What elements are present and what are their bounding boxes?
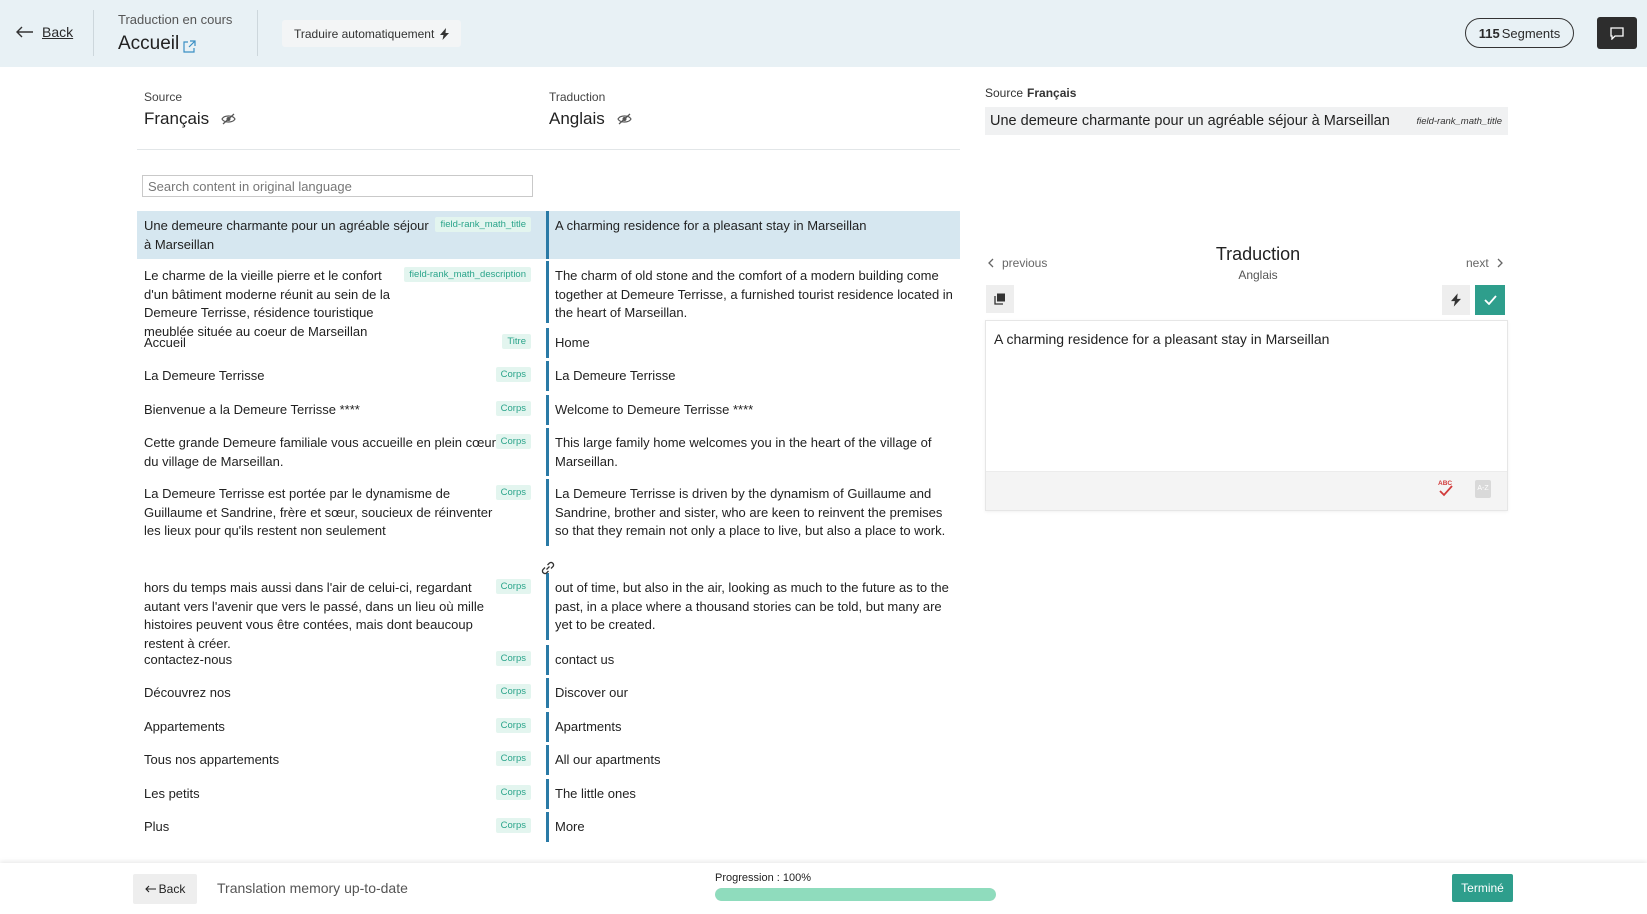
arrow-left-icon (16, 26, 34, 38)
segment-divider (546, 211, 549, 259)
segments-count: 115 (1478, 25, 1500, 41)
translation-panel-language: Anglais (1238, 268, 1278, 282)
segment-row[interactable] (137, 261, 960, 339)
segment-row[interactable] (137, 678, 960, 708)
copy-source-button[interactable] (986, 285, 1014, 313)
memory-status: Translation memory up-to-date (217, 880, 408, 896)
header-divider (137, 149, 960, 150)
side-source-text: Une demeure charmante pour un agréable séjour à Marseillan (990, 113, 1390, 129)
segment-divider (546, 361, 549, 391)
previous-button[interactable] (988, 256, 1047, 270)
segment-target-text[interactable]: Apartments (555, 719, 622, 734)
source-language: Français (144, 109, 210, 128)
chevron-left-icon (988, 258, 994, 268)
segment-source-text: Appartements (144, 719, 225, 734)
segment-row[interactable] (137, 479, 960, 546)
side-source-field: field-rank_math_title (1416, 115, 1502, 127)
segment-divider (546, 678, 549, 708)
segment-divider (546, 779, 549, 809)
segment-source-text: Plus (144, 819, 170, 834)
machine-translate-button[interactable] (1442, 285, 1470, 315)
external-link-icon[interactable] (183, 40, 196, 53)
next-button[interactable] (1466, 256, 1503, 270)
segment-field-tag: field-rank_math_title (435, 217, 531, 232)
search-input[interactable] (142, 175, 533, 197)
segment-field-tag: Corps (496, 367, 531, 382)
segment-row[interactable] (137, 745, 960, 775)
segment-source-text: Une demeure charmante pour un agréable séjour à Marseillan (144, 218, 429, 252)
side-source-box (985, 107, 1508, 135)
segment-field-tag: Corps (496, 651, 531, 666)
progress-fill (715, 888, 996, 901)
segment-divider (546, 428, 549, 476)
segment-target-text[interactable]: out of time, but also in the air, looking as much to the future as to the past, in a place where a thousand stories can be told, but many are yet to be created. (555, 580, 949, 632)
footer-bar (0, 863, 1647, 914)
segment-field-tag: Corps (496, 718, 531, 733)
glossary-icon[interactable]: A-Z (1475, 480, 1491, 498)
segment-row[interactable] (137, 712, 960, 742)
translation-panel-title: Traduction (1215, 244, 1301, 264)
source-language-header (144, 90, 236, 129)
segment-row[interactable] (137, 573, 960, 651)
target-language: Anglais (549, 109, 605, 128)
translation-editor-text[interactable]: A charming residence for a pleasant stay in Marseillan (994, 331, 1330, 347)
segment-target-text[interactable]: contact us (555, 652, 615, 667)
segment-field-tag: Corps (496, 434, 531, 449)
segment-source-text: contactez-nous (144, 652, 233, 667)
segment-row[interactable] (137, 812, 960, 842)
page-subtitle: Traduction en cours (118, 12, 233, 27)
segment-field-tag: Corps (496, 751, 531, 766)
target-label: Traduction (549, 90, 606, 104)
segment-target-text[interactable]: More (555, 819, 585, 834)
footer-back-button[interactable] (133, 874, 197, 904)
done-button[interactable]: Terminé (1452, 874, 1513, 902)
link-icon[interactable] (538, 558, 558, 578)
segment-source-text: La Demeure Terrisse est portée par le dynamisme de Guillaume et Sandrine, frère et sœur, soucieux de réinventer les lieux pour qu'ils restent non seulement (144, 486, 493, 538)
divider (93, 10, 94, 56)
arrow-left-icon (145, 885, 157, 893)
page-title[interactable] (118, 33, 196, 55)
segment-target-text[interactable]: The little ones (555, 786, 636, 801)
check-icon (1484, 295, 1497, 305)
target-language-header (549, 90, 632, 129)
progress-bar (715, 888, 996, 901)
eye-slash-icon[interactable] (221, 113, 236, 125)
segment-target-text[interactable]: La Demeure Terrisse (555, 368, 676, 383)
page-title-text: Accueil (118, 33, 180, 54)
segment-source-text: Les petits (144, 786, 200, 801)
segment-divider (546, 395, 549, 425)
lightning-icon (440, 28, 449, 40)
segment-field-tag: Corps (496, 485, 531, 500)
segment-divider (546, 812, 549, 842)
segments-badge[interactable] (1465, 18, 1574, 48)
segment-source-text: hors du temps mais aussi dans l'air de celui-ci, regardant autant vers l'avenir que vers le passé, dans un lieu où mille histoires peuvent vous être contées, mais dont beaucoup restent à créer. (144, 580, 484, 651)
segment-field-tag: field-rank_math_description (404, 267, 531, 282)
segment-source-text: Le charme de la vieille pierre et le confort d'un bâtiment moderne réunit au sein de la Demeure Terrisse, résidence touristique meublée située au coeur de Marseillan (144, 268, 391, 339)
lightning-icon (1451, 293, 1461, 307)
segment-field-tag: Corps (496, 579, 531, 594)
top-bar (0, 0, 1647, 67)
side-source-language: Français (1027, 86, 1077, 100)
segment-row[interactable] (137, 328, 960, 358)
auto-translate-label: Traduire automatiquement (294, 26, 435, 41)
segment-target-text[interactable]: La Demeure Terrisse is driven by the dynamism of Guillaume and Sandrine, brother and sister, who are keen to reinvent the premises so that they remain not only a place to live, but also a place to work. (555, 486, 946, 538)
segment-divider (546, 328, 549, 358)
segment-target-text[interactable]: This large family home welcomes you in the heart of the village of Marseillan. (555, 435, 932, 469)
segment-target-text[interactable]: Discover our (555, 685, 628, 700)
segment-row[interactable] (137, 361, 960, 391)
chevron-right-icon (1497, 258, 1503, 268)
eye-slash-icon[interactable] (617, 113, 632, 125)
previous-label: previous (1002, 256, 1048, 270)
next-label: next (1466, 256, 1489, 270)
progress-label: Progression : 100% (715, 872, 811, 884)
translation-editor[interactable] (985, 320, 1508, 511)
segment-source-text: Tous nos appartements (144, 752, 280, 767)
segment-source-text: Découvrez nos (144, 685, 231, 700)
segment-divider (546, 261, 549, 323)
divider (257, 10, 258, 56)
segment-target-text[interactable]: Home (555, 335, 590, 350)
segment-row[interactable] (137, 428, 960, 476)
copy-icon (994, 293, 1006, 305)
back-link[interactable] (16, 24, 73, 40)
auto-translate-button[interactable] (282, 20, 461, 47)
spellcheck-icon[interactable] (1437, 478, 1455, 498)
segment-field-tag: Titre (502, 334, 531, 349)
segment-source-text: Accueil (144, 335, 186, 350)
segments-label: Segments (1501, 25, 1561, 41)
footer-back-label: Back (158, 882, 186, 896)
segment-field-tag: Corps (496, 818, 531, 833)
segment-source-text: La Demeure Terrisse (144, 368, 265, 383)
comments-button[interactable] (1597, 17, 1637, 49)
segment-field-tag: Corps (496, 785, 531, 800)
segment-divider (546, 712, 549, 742)
source-label: Source (144, 90, 183, 104)
segment-source-text: Bienvenue a la Demeure Terrisse **** (144, 402, 360, 417)
svg-text:ABC: ABC (1438, 480, 1453, 487)
side-source-header (985, 86, 1076, 100)
segment-row[interactable] (137, 645, 960, 675)
editor-toolbar (986, 471, 1507, 510)
validate-button[interactable] (1475, 285, 1505, 315)
side-source-label: Source (985, 86, 1024, 100)
segment-target-text[interactable]: The charm of old stone and the comfort of a modern building come together at Demeure Terrisse, a furnished tourist residence located in the heart of Marseillan. (555, 268, 953, 320)
segment-field-tag: Corps (496, 684, 531, 699)
segment-row[interactable] (137, 395, 960, 425)
segment-row[interactable] (137, 779, 960, 809)
segment-target-text[interactable]: Welcome to Demeure Terrisse **** (555, 402, 754, 417)
segment-source-text: Cette grande Demeure familiale vous accueille en plein cœur du village de Marseillan. (144, 435, 496, 469)
comment-icon (1610, 27, 1624, 40)
segment-row[interactable] (137, 211, 960, 259)
segment-field-tag: Corps (496, 401, 531, 416)
back-label: Back (42, 24, 74, 40)
segment-target-text[interactable]: All our apartments (555, 752, 661, 767)
segment-target-text[interactable]: A charming residence for a pleasant stay in Marseillan (555, 218, 867, 233)
segment-divider (546, 573, 549, 640)
segment-divider (546, 645, 549, 675)
segment-divider (546, 745, 549, 775)
segment-divider (546, 479, 549, 546)
